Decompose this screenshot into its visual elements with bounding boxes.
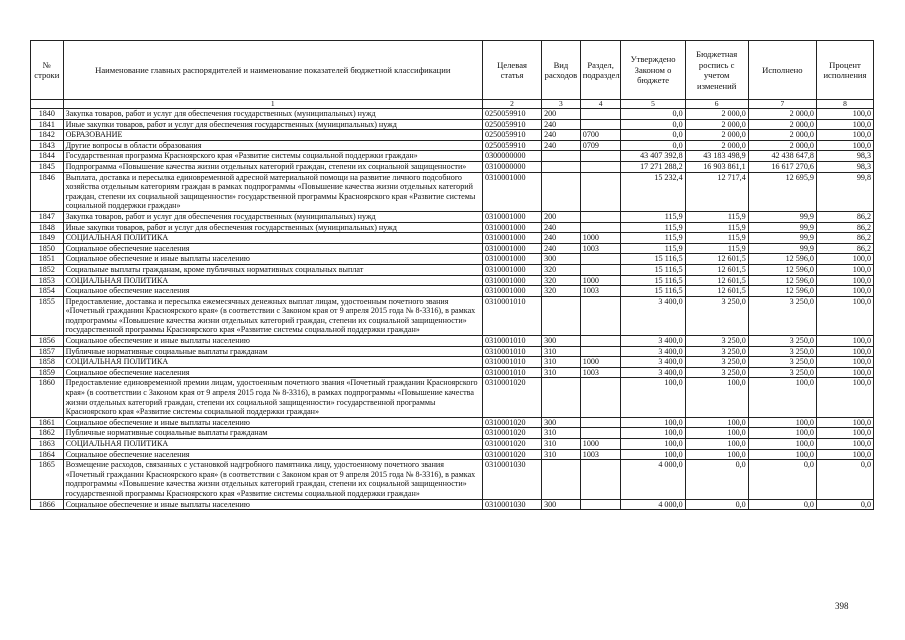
row-target-article: 0310001010 (483, 346, 542, 357)
row-section (580, 211, 621, 222)
row-approved: 15 116,5 (621, 254, 685, 265)
row-number: 1841 (31, 119, 64, 130)
row-name: Другие вопросы в области образования (63, 140, 482, 151)
row-expense-type: 310 (542, 449, 581, 460)
row-approved: 17 271 288,2 (621, 161, 685, 172)
table-row (31, 161, 874, 172)
row-budget: 12 601,5 (685, 264, 748, 275)
table-row (31, 254, 874, 265)
row-percent: 100,0 (816, 417, 873, 428)
row-executed: 99,9 (748, 222, 816, 233)
row-budget: 115,9 (685, 211, 748, 222)
row-number: 1861 (31, 417, 64, 428)
row-executed: 100,0 (748, 449, 816, 460)
row-name: СОЦИАЛЬНАЯ ПОЛИТИКА (63, 439, 482, 450)
row-budget: 3 250,0 (685, 346, 748, 357)
row-expense-type: 310 (542, 367, 581, 378)
row-name: Выплата, доставка и пересылка единовременной адресной материальной помощи на развитие личного подсобного хозяйства отдельным категориям граждан в рамках подпрограммы «Повышение качества жизни отдельных категорий граждан, степени их социальной защищенности» государственной программы Красноярского края «Развитие системы социальной поддержки граждан» (63, 172, 482, 211)
row-name: Подпрограмма «Повышение качества жизни отдельных категорий граждан, степени их социальной защищенности» (63, 161, 482, 172)
row-budget: 3 250,0 (685, 357, 748, 368)
table-row (31, 275, 874, 286)
row-section: 1003 (580, 243, 621, 254)
table-row (31, 233, 874, 244)
table-row (31, 460, 874, 499)
row-expense-type (542, 151, 581, 162)
row-name: СОЦИАЛЬНАЯ ПОЛИТИКА (63, 357, 482, 368)
row-percent: 100,0 (816, 357, 873, 368)
row-number: 1850 (31, 243, 64, 254)
row-percent: 100,0 (816, 130, 873, 141)
row-number: 1864 (31, 449, 64, 460)
header-budget: Бюджетная роспись с учетом изменений (685, 41, 748, 100)
row-name: Социальное обеспечение и иные выплаты населению (63, 254, 482, 265)
table-row (31, 367, 874, 378)
row-budget: 12 601,5 (685, 275, 748, 286)
row-approved: 0,0 (621, 119, 685, 130)
row-section (580, 499, 621, 510)
header-approved: Утверждено Законом о бюджете (621, 41, 685, 100)
row-target-article: 0300000000 (483, 151, 542, 162)
row-number: 1848 (31, 222, 64, 233)
table-row (31, 172, 874, 211)
row-number: 1863 (31, 439, 64, 450)
row-budget: 3 250,0 (685, 296, 748, 335)
row-executed: 3 250,0 (748, 346, 816, 357)
row-executed: 99,9 (748, 233, 816, 244)
row-target-article: 0310001000 (483, 254, 542, 265)
row-executed: 0,0 (748, 499, 816, 510)
row-approved: 115,9 (621, 243, 685, 254)
row-number: 1847 (31, 211, 64, 222)
row-budget: 100,0 (685, 428, 748, 439)
row-target-article: 0310000000 (483, 161, 542, 172)
column-number: 8 (816, 100, 873, 109)
column-numbers-row (31, 100, 874, 109)
table-row (31, 211, 874, 222)
row-approved: 15 116,5 (621, 264, 685, 275)
row-executed: 42 438 647,8 (748, 151, 816, 162)
row-approved: 3 400,0 (621, 336, 685, 347)
row-name: Социальное обеспечение населения (63, 367, 482, 378)
row-budget: 2 000,0 (685, 119, 748, 130)
row-section: 1003 (580, 286, 621, 297)
row-percent: 86,2 (816, 233, 873, 244)
column-number: 2 (483, 100, 542, 109)
row-name: Социальные выплаты гражданам, кроме публичных нормативных социальных выплат (63, 264, 482, 275)
row-number: 1866 (31, 499, 64, 510)
row-expense-type: 320 (542, 286, 581, 297)
row-budget: 100,0 (685, 417, 748, 428)
row-target-article: 0310001030 (483, 499, 542, 510)
row-executed: 3 250,0 (748, 367, 816, 378)
row-percent: 98,3 (816, 161, 873, 172)
row-percent: 86,2 (816, 211, 873, 222)
table-row (31, 222, 874, 233)
row-expense-type: 200 (542, 211, 581, 222)
row-section (580, 119, 621, 130)
row-name: Социальное обеспечение и иные выплаты населению (63, 417, 482, 428)
row-expense-type (542, 378, 581, 417)
row-percent: 100,0 (816, 296, 873, 335)
row-expense-type: 320 (542, 264, 581, 275)
row-section: 1000 (580, 233, 621, 244)
row-budget: 100,0 (685, 378, 748, 417)
row-executed: 100,0 (748, 428, 816, 439)
row-budget: 3 250,0 (685, 336, 748, 347)
row-percent: 100,0 (816, 140, 873, 151)
row-approved: 15 232,4 (621, 172, 685, 211)
row-budget: 0,0 (685, 460, 748, 499)
row-target-article: 0250059910 (483, 140, 542, 151)
row-name: Иные закупки товаров, работ и услуг для обеспечения государственных (муниципальных) нужд (63, 222, 482, 233)
row-section (580, 417, 621, 428)
row-percent: 100,0 (816, 286, 873, 297)
row-budget: 2 000,0 (685, 109, 748, 120)
row-percent: 100,0 (816, 275, 873, 286)
header-row (31, 41, 874, 100)
row-number: 1862 (31, 428, 64, 439)
row-target-article: 0310001020 (483, 417, 542, 428)
row-expense-type: 310 (542, 346, 581, 357)
row-executed: 12 596,0 (748, 286, 816, 297)
row-executed: 12 596,0 (748, 254, 816, 265)
row-name: Предоставление единовременной премии лицам, удостоенным почетного звания «Почетный гражданин Красноярского края» (в соответствии с Законом края от 9 апреля 2015 года № 8-3316), в рамках подпрограммы «Повышение качества жизни отдельных категорий граждан, степени их социальной защищенности» государственной программы Красноярского края «Развитие системы социальной поддержки граждан» (63, 378, 482, 417)
header-vr: Вид расходов (542, 41, 581, 100)
row-target-article: 0250059910 (483, 119, 542, 130)
row-approved: 100,0 (621, 439, 685, 450)
row-budget: 115,9 (685, 233, 748, 244)
row-budget: 3 250,0 (685, 367, 748, 378)
row-executed: 100,0 (748, 439, 816, 450)
row-executed: 2 000,0 (748, 119, 816, 130)
row-target-article: 0310001000 (483, 222, 542, 233)
row-executed: 2 000,0 (748, 109, 816, 120)
row-target-article: 0310001000 (483, 211, 542, 222)
row-executed: 12 596,0 (748, 264, 816, 275)
row-approved: 3 400,0 (621, 346, 685, 357)
row-expense-type: 240 (542, 119, 581, 130)
row-executed: 0,0 (748, 460, 816, 499)
row-section (580, 346, 621, 357)
row-expense-type: 320 (542, 275, 581, 286)
row-number: 1851 (31, 254, 64, 265)
row-executed: 12 695,9 (748, 172, 816, 211)
table-row (31, 417, 874, 428)
row-executed: 100,0 (748, 378, 816, 417)
row-target-article: 0250059910 (483, 109, 542, 120)
row-number: 1855 (31, 296, 64, 335)
row-section (580, 254, 621, 265)
row-section (580, 222, 621, 233)
row-percent: 0,0 (816, 460, 873, 499)
row-approved: 4 000,0 (621, 460, 685, 499)
row-executed: 99,9 (748, 211, 816, 222)
table-row (31, 264, 874, 275)
row-percent: 98,3 (816, 151, 873, 162)
row-number: 1853 (31, 275, 64, 286)
table-row (31, 296, 874, 335)
table-row (31, 428, 874, 439)
row-name: Закупка товаров, работ и услуг для обеспечения государственных (муниципальных) нужд (63, 109, 482, 120)
row-percent: 100,0 (816, 378, 873, 417)
header-percent: Процент исполнения (816, 41, 873, 100)
row-section: 1000 (580, 357, 621, 368)
row-name: Предоставление, доставка и пересылка ежемесячных денежных выплат лицам, удостоенным почетного звания «Почетный гражданин Красноярского края» (в соответствии с Законом края от 9 апреля 2015 года № 8-3316), в рамках подпрограммы «Повышение качества жизни отдельных категорий граждан, степени их социальной защищенности» государственной программы Красноярского края «Развитие системы социальной поддержки граждан» (63, 296, 482, 335)
row-target-article: 0310001000 (483, 243, 542, 254)
row-executed: 3 250,0 (748, 296, 816, 335)
row-name: Иные закупки товаров, работ и услуг для обеспечения государственных (муниципальных) нужд (63, 119, 482, 130)
row-percent: 100,0 (816, 336, 873, 347)
row-budget: 115,9 (685, 243, 748, 254)
row-number: 1857 (31, 346, 64, 357)
table-row (31, 243, 874, 254)
row-percent: 100,0 (816, 346, 873, 357)
row-approved: 3 400,0 (621, 296, 685, 335)
row-number: 1858 (31, 357, 64, 368)
row-budget: 100,0 (685, 439, 748, 450)
row-name: Государственная программа Красноярского края «Развитие системы социальной поддержки граждан» (63, 151, 482, 162)
row-number: 1865 (31, 460, 64, 499)
row-name: СОЦИАЛЬНАЯ ПОЛИТИКА (63, 233, 482, 244)
row-section: 0709 (580, 140, 621, 151)
row-section (580, 151, 621, 162)
header-code: Целевая статья (483, 41, 542, 100)
column-number: 7 (748, 100, 816, 109)
row-section: 1003 (580, 367, 621, 378)
row-number: 1840 (31, 109, 64, 120)
row-target-article: 0310001020 (483, 439, 542, 450)
row-name: Социальное обеспечение населения (63, 449, 482, 460)
row-approved: 100,0 (621, 449, 685, 460)
row-expense-type: 300 (542, 499, 581, 510)
row-name: Закупка товаров, работ и услуг для обеспечения государственных (муниципальных) нужд (63, 211, 482, 222)
row-approved: 100,0 (621, 378, 685, 417)
row-executed: 16 617 270,6 (748, 161, 816, 172)
row-percent: 100,0 (816, 264, 873, 275)
row-name: СОЦИАЛЬНАЯ ПОЛИТИКА (63, 275, 482, 286)
row-expense-type: 310 (542, 439, 581, 450)
table-row (31, 130, 874, 141)
row-approved: 115,9 (621, 211, 685, 222)
table-row (31, 357, 874, 368)
row-section (580, 161, 621, 172)
header-section: Раздел, подраздел (580, 41, 621, 100)
row-number: 1849 (31, 233, 64, 244)
row-target-article: 0310001030 (483, 460, 542, 499)
row-section (580, 428, 621, 439)
page-number: 398 (835, 601, 849, 611)
row-target-article: 0310001020 (483, 378, 542, 417)
row-budget: 2 000,0 (685, 130, 748, 141)
row-expense-type: 240 (542, 222, 581, 233)
row-target-article: 0310001010 (483, 336, 542, 347)
row-section (580, 460, 621, 499)
row-approved: 100,0 (621, 417, 685, 428)
row-expense-type: 240 (542, 243, 581, 254)
row-number: 1852 (31, 264, 64, 275)
column-number: 5 (621, 100, 685, 109)
row-expense-type: 240 (542, 140, 581, 151)
row-expense-type: 240 (542, 130, 581, 141)
table-row (31, 449, 874, 460)
table-row (31, 119, 874, 130)
row-target-article: 0310001010 (483, 357, 542, 368)
row-target-article: 0310001010 (483, 367, 542, 378)
row-expense-type (542, 161, 581, 172)
header-executed: Исполнено (748, 41, 816, 100)
row-executed: 12 596,0 (748, 275, 816, 286)
row-target-article: 0310001000 (483, 233, 542, 244)
row-percent: 100,0 (816, 428, 873, 439)
row-budget: 12 601,5 (685, 286, 748, 297)
row-section (580, 172, 621, 211)
row-approved: 0,0 (621, 140, 685, 151)
row-executed: 3 250,0 (748, 336, 816, 347)
row-number: 1860 (31, 378, 64, 417)
table-row (31, 439, 874, 450)
row-number: 1844 (31, 151, 64, 162)
row-percent: 100,0 (816, 449, 873, 460)
row-percent: 100,0 (816, 109, 873, 120)
row-budget: 12 717,4 (685, 172, 748, 211)
row-section: 1000 (580, 439, 621, 450)
row-expense-type (542, 296, 581, 335)
table-row (31, 336, 874, 347)
row-budget: 12 601,5 (685, 254, 748, 265)
row-number: 1856 (31, 336, 64, 347)
row-section (580, 378, 621, 417)
row-target-article: 0310001020 (483, 428, 542, 439)
row-expense-type: 300 (542, 417, 581, 428)
row-expense-type: 310 (542, 428, 581, 439)
row-executed: 99,9 (748, 243, 816, 254)
row-percent: 100,0 (816, 119, 873, 130)
row-budget: 100,0 (685, 449, 748, 460)
table-row (31, 499, 874, 510)
row-percent: 100,0 (816, 439, 873, 450)
row-name: Социальное обеспечение населения (63, 286, 482, 297)
header-name: Наименование главных распорядителей и наименование показателей бюджетной классификации (63, 41, 482, 100)
column-number: 6 (685, 100, 748, 109)
row-approved: 100,0 (621, 428, 685, 439)
row-section (580, 296, 621, 335)
row-name: Публичные нормативные социальные выплаты гражданам (63, 346, 482, 357)
row-number: 1843 (31, 140, 64, 151)
row-number: 1859 (31, 367, 64, 378)
row-approved: 0,0 (621, 130, 685, 141)
budget-execution-table (30, 40, 874, 510)
row-name: ОБРАЗОВАНИЕ (63, 130, 482, 141)
row-approved: 115,9 (621, 222, 685, 233)
row-percent: 0,0 (816, 499, 873, 510)
row-target-article: 0250059910 (483, 130, 542, 141)
row-budget: 43 183 498,9 (685, 151, 748, 162)
row-expense-type: 300 (542, 254, 581, 265)
row-executed: 100,0 (748, 417, 816, 428)
column-number: 3 (542, 100, 581, 109)
table-row (31, 346, 874, 357)
row-approved: 0,0 (621, 109, 685, 120)
row-percent: 86,2 (816, 222, 873, 233)
row-section (580, 336, 621, 347)
row-executed: 2 000,0 (748, 130, 816, 141)
row-approved: 3 400,0 (621, 357, 685, 368)
row-percent: 100,0 (816, 367, 873, 378)
table-row (31, 378, 874, 417)
column-number (31, 100, 64, 109)
table-row (31, 286, 874, 297)
row-expense-type (542, 460, 581, 499)
row-name: Возмещение расходов, связанных с установкой надгробного памятника лицу, удостоенному почетного звания «Почетный гражданин Красноярского края» (в соответствии с Законом края от 9 апреля 2015 года № 8-3316), в рамках подпрограммы «Повышение качества жизни отдельных категорий граждан, степени их социальной защищенности» государственной программы Красноярского края «Развитие системы социальной поддержки граждан» (63, 460, 482, 499)
row-name: Социальное обеспечение населения (63, 243, 482, 254)
row-section (580, 109, 621, 120)
row-name: Социальное обеспечение и иные выплаты населению (63, 336, 482, 347)
row-name: Социальное обеспечение и иные выплаты населению (63, 499, 482, 510)
column-number: 4 (580, 100, 621, 109)
row-section: 0700 (580, 130, 621, 141)
row-approved: 43 407 392,8 (621, 151, 685, 162)
row-target-article: 0310001000 (483, 286, 542, 297)
row-number: 1842 (31, 130, 64, 141)
row-target-article: 0310001020 (483, 449, 542, 460)
row-percent: 86,2 (816, 243, 873, 254)
row-percent: 99,8 (816, 172, 873, 211)
row-executed: 2 000,0 (748, 140, 816, 151)
row-expense-type: 310 (542, 357, 581, 368)
row-expense-type: 240 (542, 233, 581, 244)
row-expense-type: 300 (542, 336, 581, 347)
row-target-article: 0310001000 (483, 264, 542, 275)
row-budget: 115,9 (685, 222, 748, 233)
column-number: 1 (63, 100, 482, 109)
row-number: 1845 (31, 161, 64, 172)
row-number: 1846 (31, 172, 64, 211)
row-section (580, 264, 621, 275)
row-expense-type: 200 (542, 109, 581, 120)
row-approved: 115,9 (621, 233, 685, 244)
table-row (31, 109, 874, 120)
row-number: 1854 (31, 286, 64, 297)
row-budget: 0,0 (685, 499, 748, 510)
row-percent: 100,0 (816, 254, 873, 265)
row-target-article: 0310001010 (483, 296, 542, 335)
row-approved: 15 116,5 (621, 275, 685, 286)
row-target-article: 0310001000 (483, 172, 542, 211)
row-executed: 3 250,0 (748, 357, 816, 368)
row-name: Публичные нормативные социальные выплаты гражданам (63, 428, 482, 439)
table-row (31, 140, 874, 151)
row-approved: 3 400,0 (621, 367, 685, 378)
header-num: № строки (31, 41, 64, 100)
table-row (31, 151, 874, 162)
row-budget: 16 903 861,1 (685, 161, 748, 172)
row-approved: 15 116,5 (621, 286, 685, 297)
row-budget: 2 000,0 (685, 140, 748, 151)
row-section: 1003 (580, 449, 621, 460)
row-expense-type (542, 172, 581, 211)
row-section: 1000 (580, 275, 621, 286)
row-approved: 4 000,0 (621, 499, 685, 510)
row-target-article: 0310001000 (483, 275, 542, 286)
